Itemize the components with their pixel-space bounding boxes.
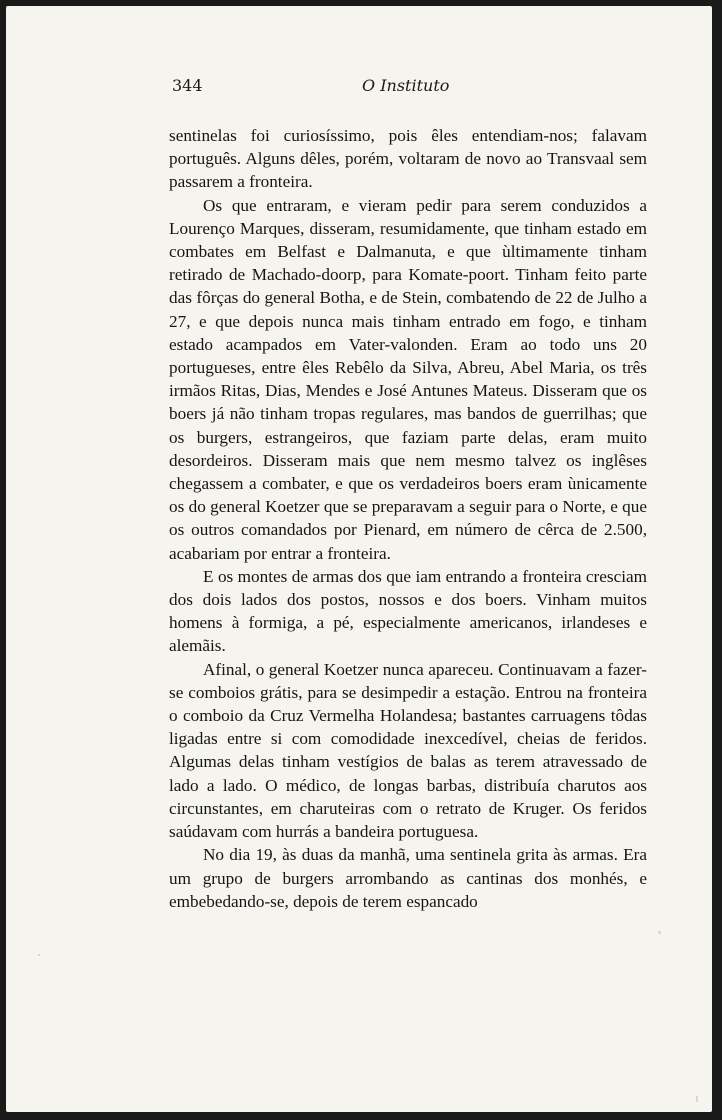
scan-speck (38, 954, 40, 956)
paragraph-continuation: sentinelas foi curiosíssimo, pois êles entendiam-nos; falavam português. Alguns dêles, porém, voltaram de novo ao Transvaal sem passarem a fronteira. (169, 126, 647, 192)
paragraph: Os que entraram, e vieram pedir para serem conduzidos a Lourenço Marques, disseram, resumidamente, que tinham estado em combates em Belfast e Dalmanuta, e que ùltimamente tinham retirado de Machado-doorp, para Komate-poort. Tinham feito parte das fôrças do general Botha, e de Stein, combatendo de 22 de Julho a 27, e que depois nunca mais tinham entrado em fogo, e tinham estado acampados em Vater-valonden. Eram ao todo uns 20 portugueses, entre êles Rebêlo da Silva, Abreu, Abel Maria, os três irmãos Ritas, Dias, Mendes e José Antunes Mateus. Disseram que os boers já não tinham tropas regulares, mas bandos de guerrilhas; que os burgers, estrangeiros, que faziam parte delas, eram muito desordeiros. Disseram mais que nem mesmo talvez os inglêses chegassem a combater, e que os verdadeiros boers eram ùnicamente os do general Koetzer que se preparavam a seguir para o Norte, e que os outros comandados por Pienard, em número de cêrca de 2.500, acabariam por entrar a fronteira. (169, 195, 647, 563)
body-text (169, 124, 647, 913)
scan-speck (696, 1096, 698, 1102)
scan-speck (658, 931, 661, 934)
paragraph: Afinal, o general Koetzer nunca apareceu. Continuavam a fazer-se comboios grátis, para se desimpedir a estação. Entrou na fronteira o comboio da Cruz Vermelha Holandesa; bastantes carruagens tôdas ligadas entre si com comodidade inexcedível, cheias de feridos. Algumas delas tinham vestígios de balas as terem atravessado de lado a lado. O médico, de longas barbas, distribuía charutos aos circunstantes, em charuteiras com o retrato de Kruger. Os feridos saúdavam com hurrás a bandeira portuguesa. (169, 659, 647, 842)
running-title: O Instituto (362, 76, 450, 95)
page-header (164, 76, 654, 100)
book-page (6, 6, 712, 1112)
paragraph: E os montes de armas dos que iam entrando a fronteira cresciam dos dois lados dos postos, nossos e dos boers. Vinham muitos homens à formiga, a pé, especialmente americanos, irlandeses e alemãis. (169, 566, 647, 656)
page-number: 344 (172, 76, 203, 95)
paragraph: No dia 19, às duas da manhã, uma sentinela grita às armas. Era um grupo de burgers arrombando as cantinas dos monhés, e embebedando-se, depois de terem espancado (169, 845, 647, 911)
